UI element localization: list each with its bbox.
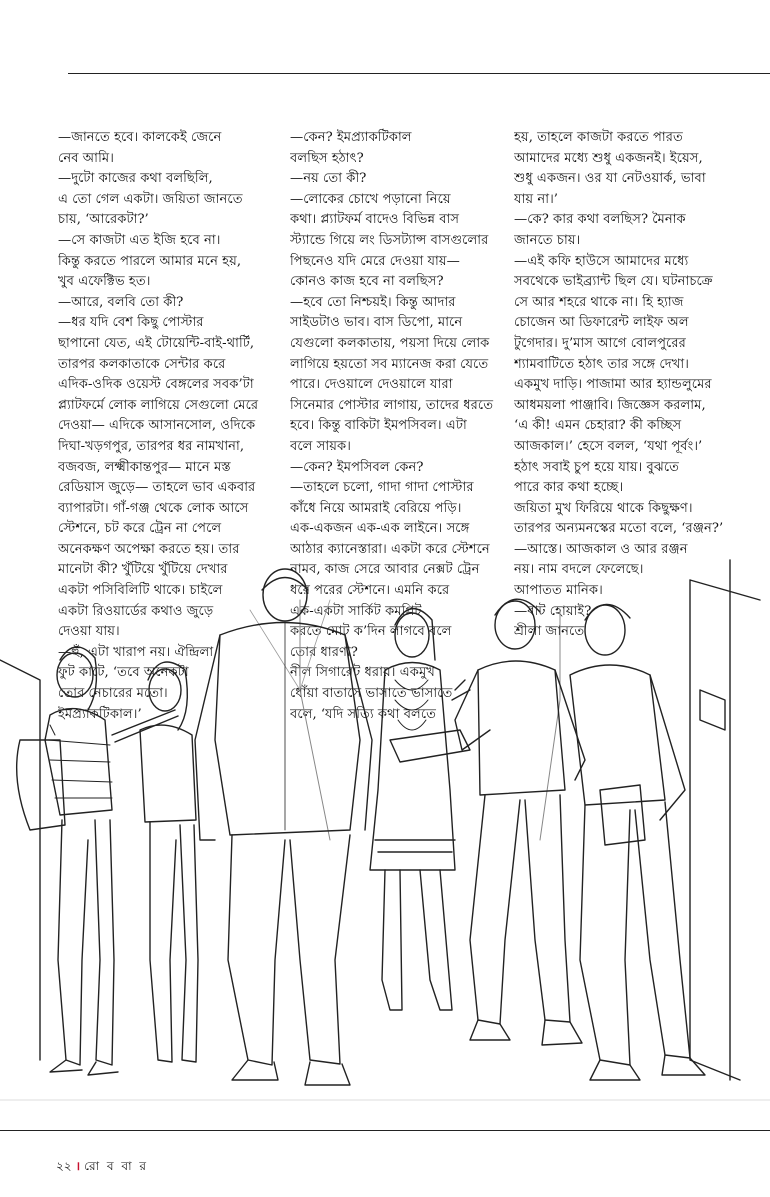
text-line: দিঘা-খড়গপুর, তারপর ধর নামখানা, xyxy=(58,438,245,454)
text-line: কথা। প্ল্যাটফর্ম বাদেও বিভিন্ন বাস xyxy=(290,212,460,228)
text-line: —কেন? ইমপ্র্যাকটিকাল xyxy=(290,130,412,145)
text-line: —তাহলে চলো, গাদা গাদা পোস্টার xyxy=(290,480,474,496)
text-line: শুধু একজন। ওর যা নেটওয়ার্ক, ভাবা xyxy=(514,171,706,187)
text-line: স্ট্যান্ডে গিয়ে লং ডিসট্যান্স বাসগুলোর xyxy=(290,232,489,248)
text-line: —সে কাজটা এত ইজি হবে না। xyxy=(58,232,221,248)
text-line: একমুখ দাড়ি। পাজামা আর হ্যান্ডলুমের xyxy=(514,377,712,393)
text-line: আধময়লা পাঞ্জাবি। জিজ্ঞেস করলাম, xyxy=(514,397,706,413)
text-line: ধোঁয়া বাতাসে ভাসাতে ভাসাতে xyxy=(290,686,453,702)
text-line: —আরে, বলবি তো কী? xyxy=(58,294,184,310)
line-art-illustration xyxy=(0,540,770,1126)
text-line: —কেন? ইমপসিবল কেন? xyxy=(290,459,424,475)
text-line: অনেকক্ষণ অপেক্ষা করতে হয়। তার xyxy=(58,541,240,557)
text-line: একটা রিওয়ার্ডের কথাও জুড়ে xyxy=(58,603,214,619)
text-line: সাইডটাও ভাব। বাস ডিপো, মানে xyxy=(290,315,463,331)
text-line: ইমপ্র্যাকটিকাল।’ xyxy=(58,706,142,722)
text-line: নামব, কাজ সেরে আবার নেক্সট ট্রেন xyxy=(290,562,480,578)
text-line: নয়। নাম বদলে ফেলেছে। xyxy=(514,562,644,578)
text-line: করতে মোট ক’দিন লাগবে বলে xyxy=(290,624,452,640)
text-line: —নয় তো কী? xyxy=(290,171,367,187)
text-line: হয়, তাহলে কাজটা করতে পারত xyxy=(514,130,683,145)
text-line: —জানতে হবে। কালকেই জেনে xyxy=(58,130,222,145)
text-line: লাগিয়ে হয়তো সব ম্যানেজ করা যেতে xyxy=(290,356,489,372)
text-line: কিন্তু করতে পারলে আমার মনে হয়, xyxy=(58,253,242,269)
footer-separator: । xyxy=(75,1159,81,1173)
text-line: —হবে তো নিশ্চয়ই। কিন্তু আদার xyxy=(290,294,456,310)
text-line: পারে কার কথা হচ্ছে। xyxy=(514,480,624,496)
text-line: নেব আমি। xyxy=(58,150,114,166)
text-line: ‘এ কী! এমন চেহারা? কী কচ্ছিস xyxy=(514,418,682,434)
text-line: টুগেদার। দু’মাস আগে বোলপুরের xyxy=(514,335,686,351)
text-line: জয়িতা মুখ ফিরিয়ে থাকে কিছুক্ষণ। xyxy=(514,500,693,516)
text-line: ফুট কাটে, ‘তবে অনেকটা xyxy=(58,665,189,681)
text-line: ধরে পরের স্টেশনে। এমনি করে xyxy=(290,583,450,599)
text-line: আমাদের মধ্যে শুধু একজনই। ইয়েস, xyxy=(514,150,703,166)
text-line: —আস্তে। আজকাল ও আর রঞ্জন xyxy=(514,541,688,557)
text-line: সিনেমার পোস্টার লাগায়, তাদের ধরতে xyxy=(290,397,494,413)
text-line: বলছিস হঠাৎ? xyxy=(290,150,364,166)
text-line: প্ল্যাটফর্মে লোক লাগিয়ে সেগুলো মেরে xyxy=(58,397,259,413)
text-line: সে আর শহরে থাকে না। হি হ্যাজ xyxy=(514,294,684,310)
magazine-name: রো ব বা র xyxy=(84,1159,149,1173)
text-line: পারে। দেওয়ালে দেওয়ালে যারা xyxy=(290,377,453,393)
page-number: ২২ xyxy=(56,1159,72,1173)
text-line: দেওয়া যায়। xyxy=(58,624,120,640)
text-line: ব্যাপারটা। গাঁ-গঞ্জ থেকে লোক আসে xyxy=(58,500,249,516)
text-line: সবথেকে ভাইব্র্যান্ট ছিল যে। ঘটনাচক্রে xyxy=(514,274,713,290)
top-rule xyxy=(68,73,770,74)
text-line: বলে, ‘যদি সত্যি কথা বলতে xyxy=(290,706,437,722)
text-line: শ্যামবাটিতে হঠাৎ তার সঙ্গে দেখা। xyxy=(514,356,689,372)
text-line: বলে সায়ক। xyxy=(290,438,351,454)
text-line: —এই কফি হাউসে আমাদের মধ্যে xyxy=(514,253,689,269)
text-line: কোনও কাজ হবে না বলছিস? xyxy=(290,274,444,290)
text-line: যেগুলো কলকাতায়, পয়সা দিয়ে লোক xyxy=(290,335,490,351)
text-line: হঠাৎ সবাই চুপ হয়ে যায়। বুঝতে xyxy=(514,459,680,475)
text-line: —ধর যদি বেশ কিছু পোস্টার xyxy=(58,315,204,331)
text-line: মানেটা কী? খুঁটিয়ে খুঁটিয়ে দেখার xyxy=(58,562,228,578)
text-line: তোর নেচারের মতো। xyxy=(58,686,168,702)
text-line: দেওয়া— এদিকে আসানসোল, ওদিকে xyxy=(58,418,256,434)
text-line: স্টেশনে, চট করে ট্রেন না পেলে xyxy=(58,521,222,537)
text-line: একটা পসিবিলিটি থাকে। চাইলে xyxy=(58,583,223,599)
text-line: এ তো গেল একটা। জয়িতা জানতে xyxy=(58,191,243,207)
text-line: রেডিয়াস জুড়ে— তাহলে ভাব একবার xyxy=(58,480,256,496)
text-line: আজকাল।’ হেসে বলল, ‘যথা পূর্বং।’ xyxy=(514,438,703,454)
text-line: বজবজ, লক্ষ্মীকান্তপুর— মানে মস্ত xyxy=(58,459,231,475)
text-line: খুব এফেক্টিভ হত। xyxy=(58,274,151,290)
text-line: —দুটো কাজের কথা বলছিলি, xyxy=(58,171,213,187)
text-line: এদিক-ওদিক ওয়েস্ট বেঙ্গলের সবক’টা xyxy=(58,377,254,393)
text-line: শ্রীলা জানতে xyxy=(514,624,585,640)
bottom-rule xyxy=(0,1130,770,1131)
text-line: তারপর অন্যমনস্কের মতো বলে, ‘রঞ্জন?’ xyxy=(514,521,724,537)
text-line: জানতে চায়। xyxy=(514,232,581,248)
text-line: তোর ধারণা? xyxy=(290,644,358,660)
text-line: আঠার ক্যানেস্তারা। একটা করে স্টেশনে xyxy=(290,541,490,557)
text-line: ছাপানো যেত, এই টোয়েন্টি-বাই-থার্টি, xyxy=(58,335,255,351)
text-line: আপাতত মানিক। xyxy=(514,583,603,599)
text-line: —বাট হোয়াই? xyxy=(514,603,592,619)
text-line: এক-একটা সার্কিট কমপ্লিট xyxy=(290,603,422,619)
text-line: পিছনেও যদি মেরে দেওয়া যায়— xyxy=(290,253,460,269)
text-line: এক-একজন এক-এক লাইনে। সঙ্গে xyxy=(290,521,470,537)
text-line: নীল সিগারেট ধরায়। একমুখ xyxy=(290,665,435,681)
text-line: যায় না।’ xyxy=(514,191,558,207)
text-line: তারপর কলকাতাকে সেন্টার করে xyxy=(58,356,226,372)
page-footer xyxy=(56,1157,148,1178)
text-line: —লোকের চোখে পড়ানো নিয়ে xyxy=(290,191,451,207)
text-line: কাঁধে নিয়ে আমরাই বেরিয়ে পড়ি। xyxy=(290,500,462,516)
text-line: —হুঁ, এটা খারাপ নয়। ঐন্দ্রিলা xyxy=(58,644,214,660)
text-line: চায়, ‘আরেকটা?’ xyxy=(58,212,149,228)
text-line: চোজেন আ ডিফারেন্ট লাইফ অল xyxy=(514,315,689,331)
text-line: —কে? কার কথা বলছিস? মৈনাক xyxy=(514,212,686,228)
text-line: হবে। কিন্তু বাকিটা ইমপসিবল। এটা xyxy=(290,418,467,434)
